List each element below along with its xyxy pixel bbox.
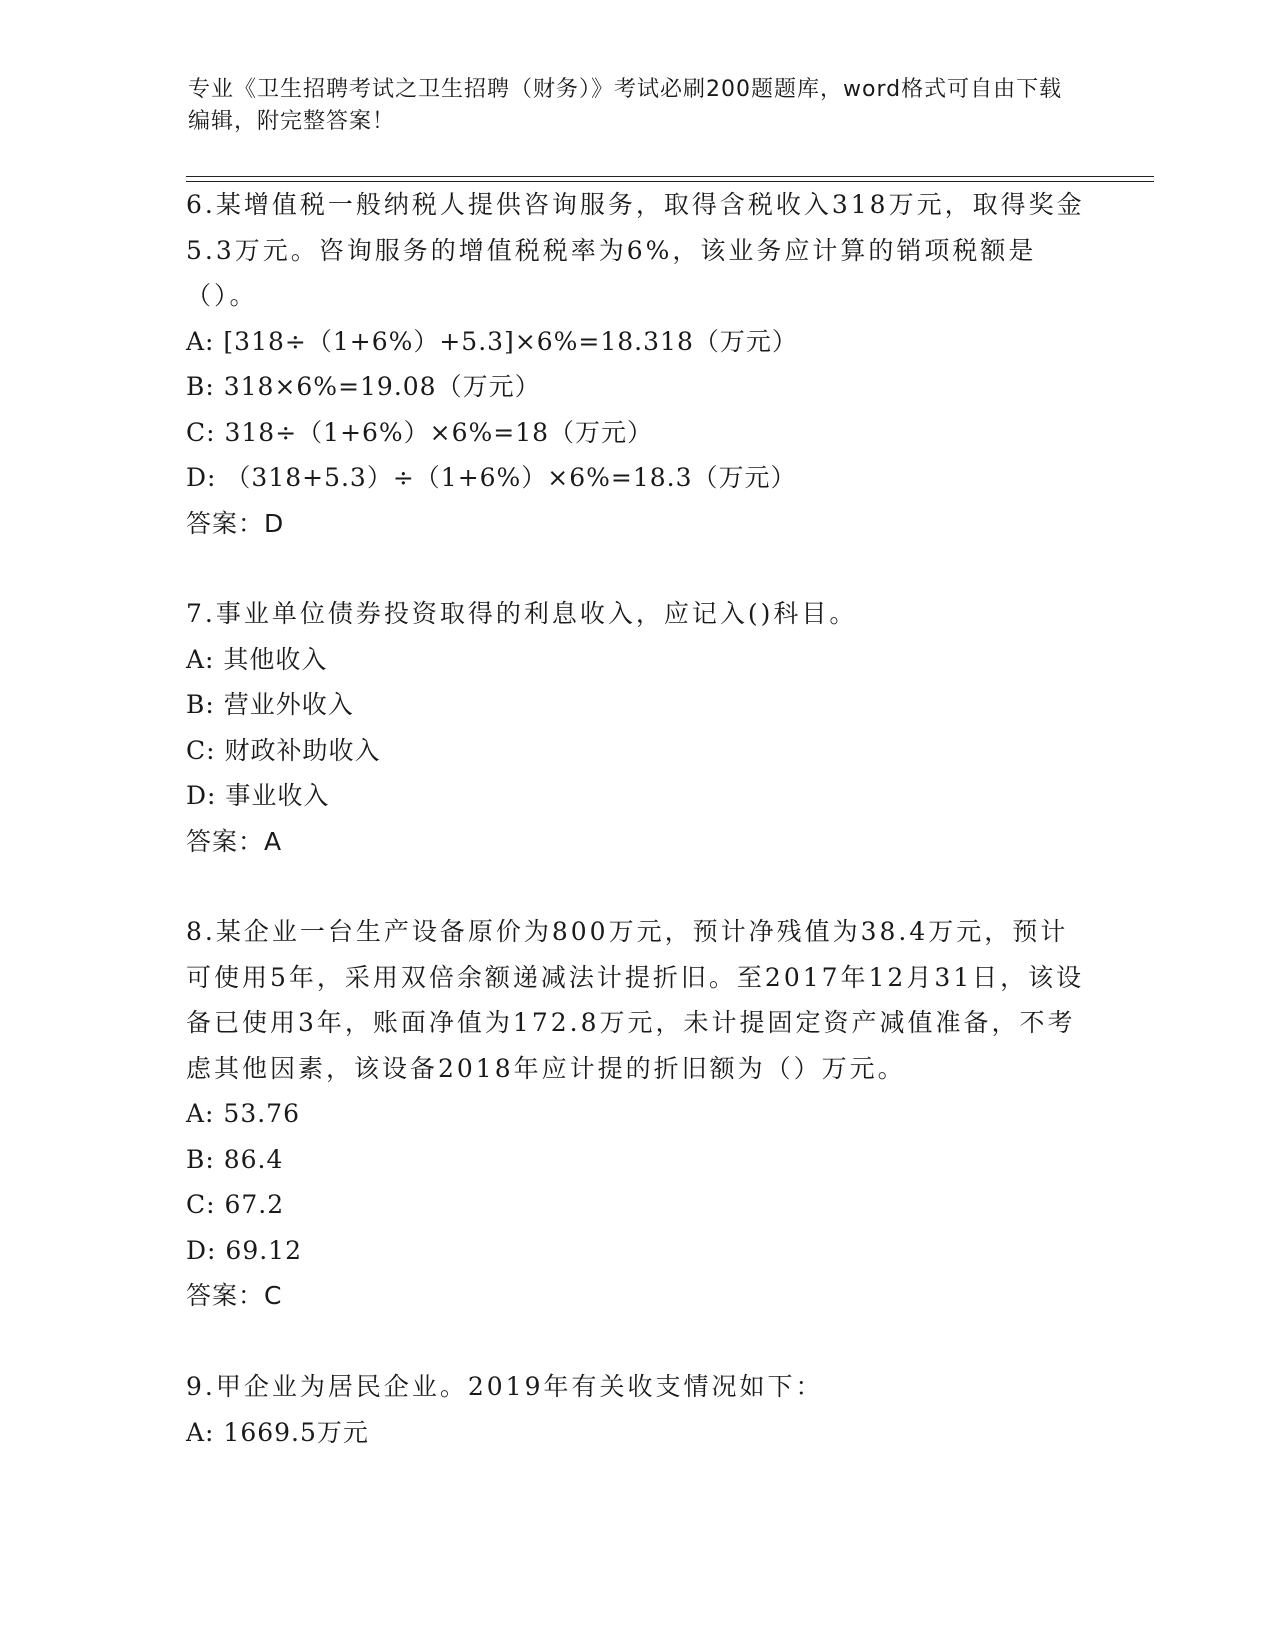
answer: 答案：C [186, 1281, 283, 1310]
option-b: B: 86.4 [186, 1144, 284, 1174]
option-c: C: 318÷（1+6%）×6%=18（万元） [186, 417, 654, 447]
option-a: A: 53.76 [186, 1099, 300, 1128]
answer: 答案：D [186, 508, 285, 538]
question-stem: 8.某企业一台生产设备原价为800万元，预计净残值为38.4万元，预计可使用5年，采用双倍余额递减法计提折旧。至2017年12月31日，该设备已使用3年，账面净值为172.8万元，未计提固定资产减值准备，不考虑其他因素，该设备2018年应计提的折旧额为（）万元。 [186, 917, 1085, 1083]
question-7 [186, 591, 1086, 864]
option-b: B: 318×6%=19.08（万元） [186, 372, 541, 401]
option-d: D: 69.12 [186, 1235, 302, 1265]
option-a: A: 1669.5万元 [186, 1417, 369, 1447]
header-divider-top [186, 176, 1154, 177]
option-c: C: 财政补助收入 [186, 735, 381, 765]
option-a: A: [318÷（1+6%）+5.3]×6%=18.318（万元） [186, 326, 798, 356]
question-9 [186, 1364, 1086, 1455]
question-stem: 9.甲企业为居民企业。2019年有关收支情况如下： [186, 1372, 824, 1401]
question-stem: 6.某增值税一般纳税人提供咨询服务，取得含税收入318万元，取得奖金5.3万元。咨询服务的增值税税率为6%，该业务应计算的销项税额是（）。 [186, 190, 1085, 310]
option-d: D: 事业收入 [186, 781, 330, 810]
option-a: A: 其他收入 [186, 644, 328, 674]
answer: 答案：A [186, 826, 283, 856]
question-6 [186, 182, 1086, 546]
question-8 [186, 909, 1086, 1318]
question-stem: 7.事业单位债券投资取得的利息收入，应记入()科目。 [186, 599, 858, 628]
document-header: 专业《卫生招聘考试之卫生招聘（财务）》考试必刷200题题库，word格式可自由下载编辑，附完整答案！ [188, 77, 1063, 134]
option-c: C: 67.2 [186, 1190, 285, 1219]
option-d: D: （318+5.3）÷（1+6%）×6%=18.3（万元） [186, 463, 797, 492]
option-b: B: 营业外收入 [186, 690, 354, 719]
